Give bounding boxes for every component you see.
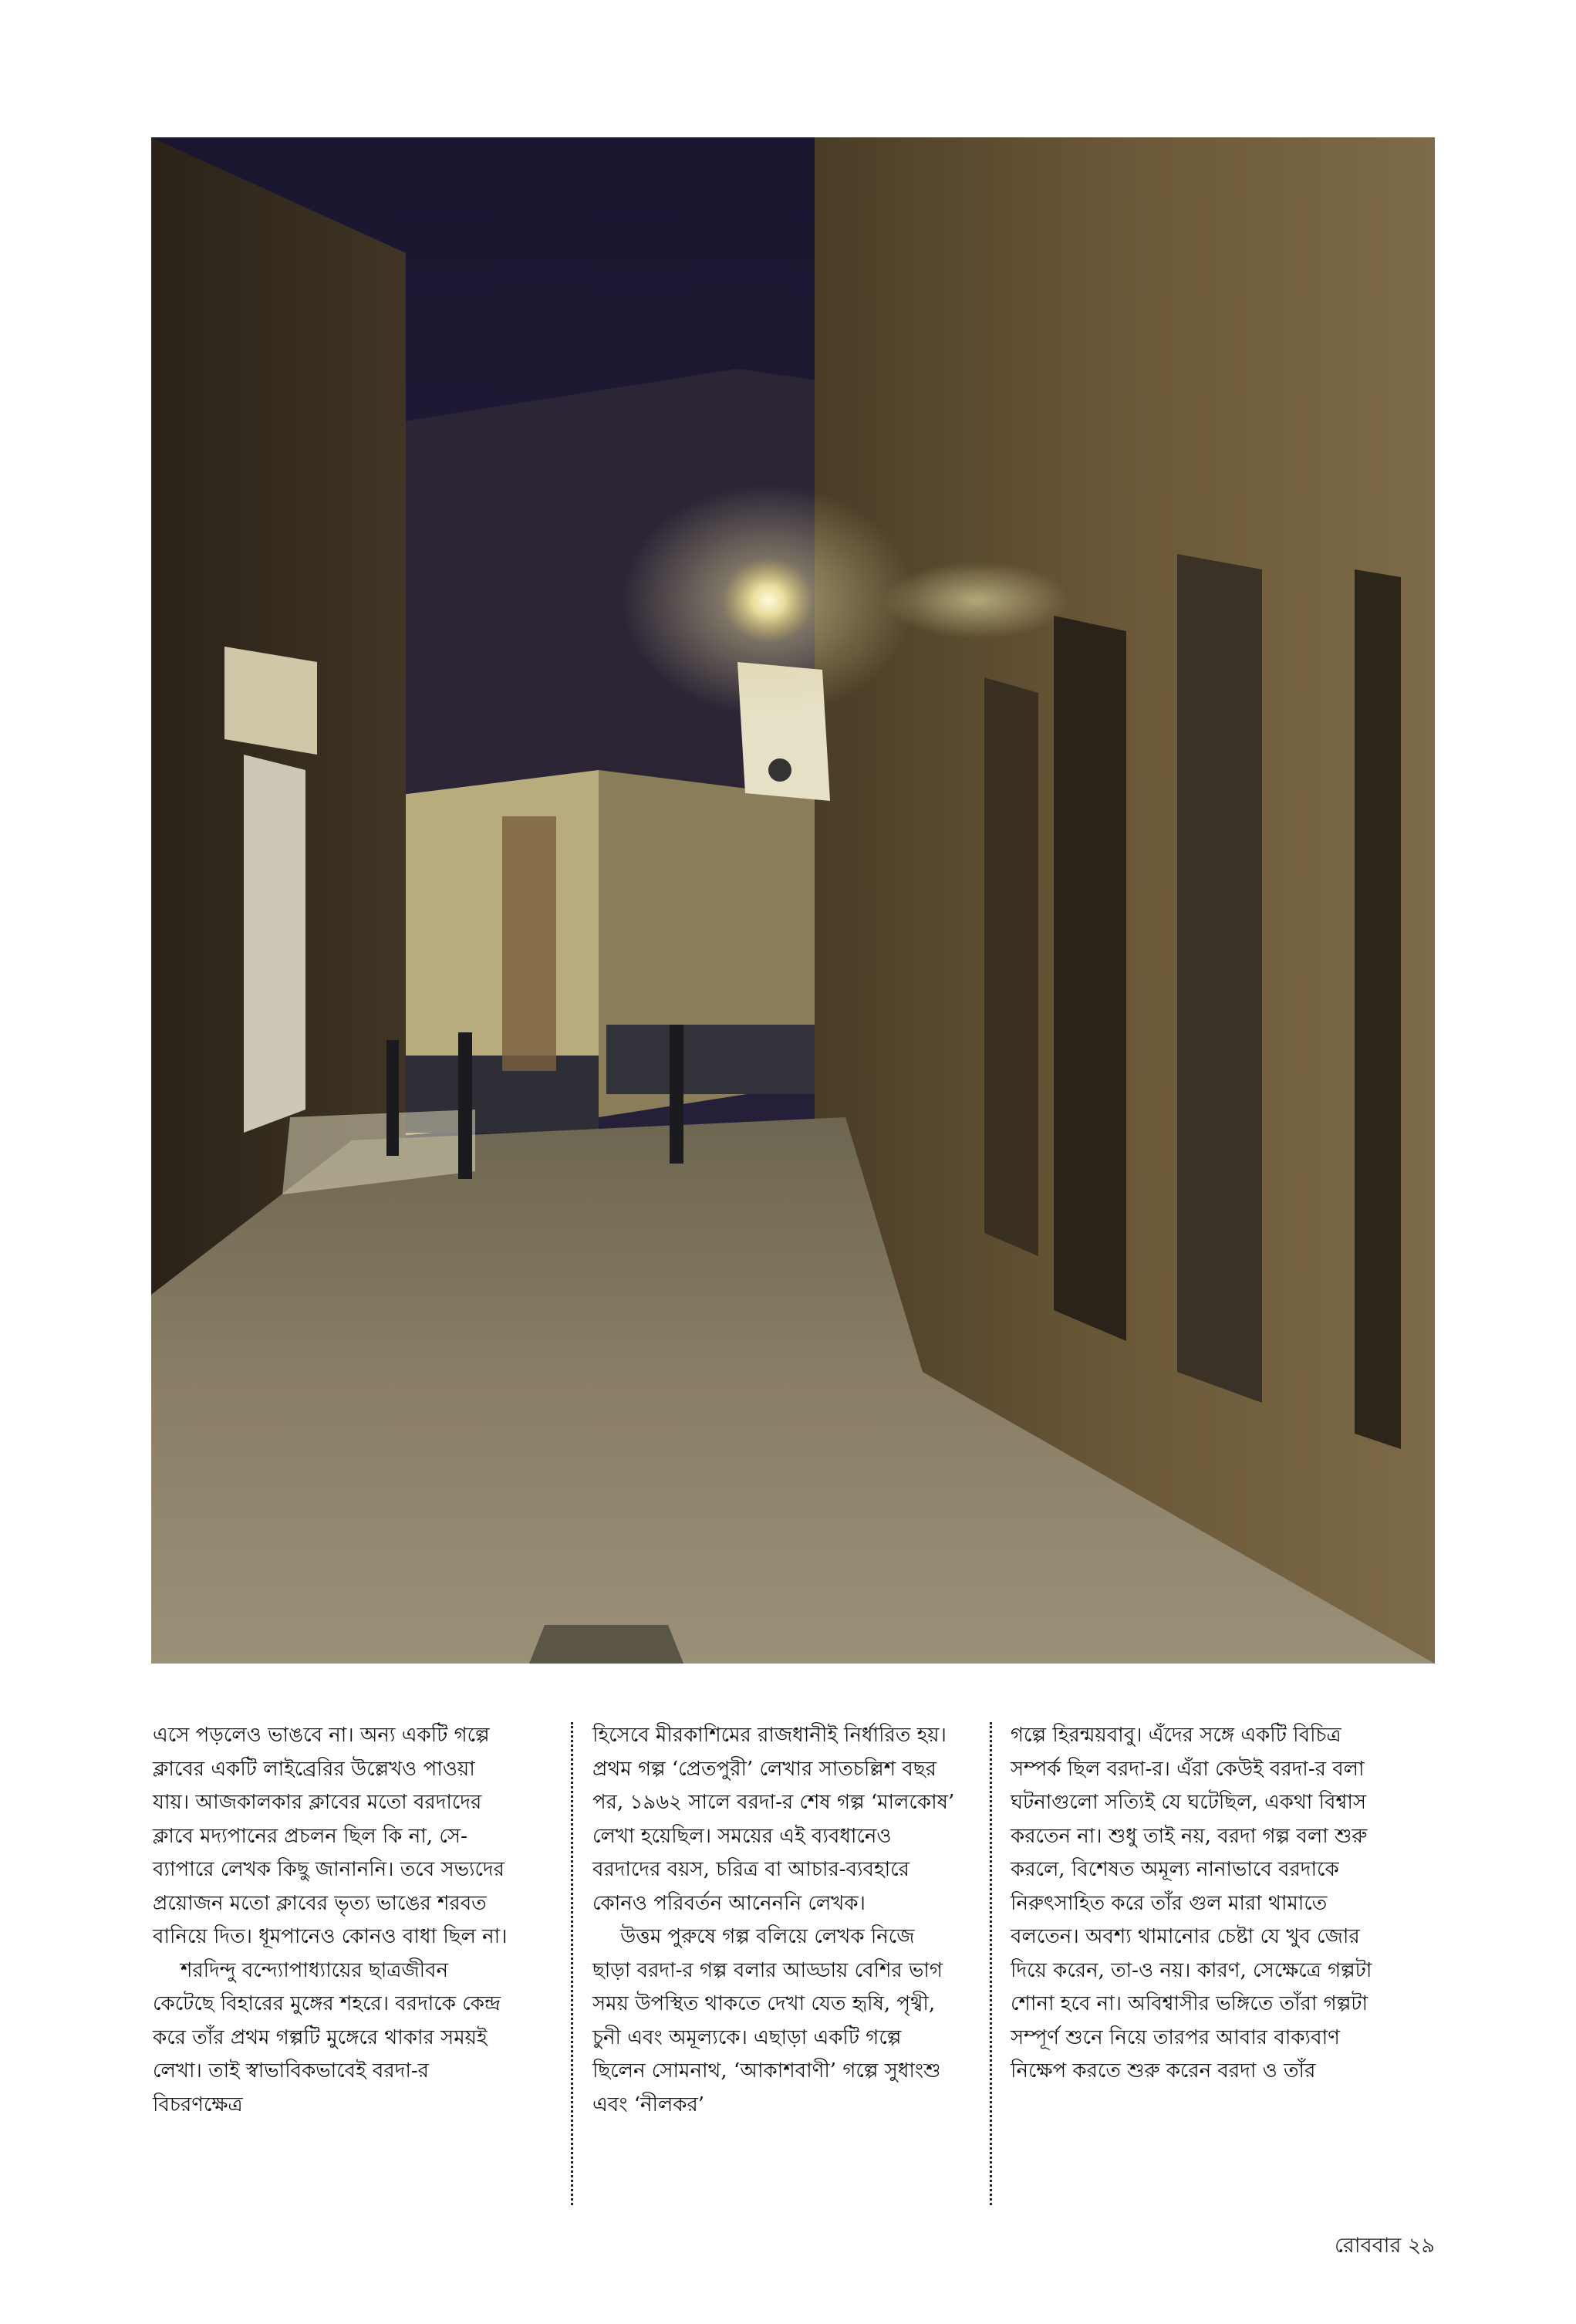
paragraph: এসে পড়লেও ভাঙবে না। অন্য একটি গল্পে ক্লাবের একটি লাইব্রেরির উল্লেখও পাওয়া যায়। আজকালকার ক্লাবের মতো বরদাদের ক্লাবে মদ্যপানের প্রচলন ছিল কি না, সে-ব্যাপারে লেখক কিছু জানাননি। তবে সভ্যদের প্রয়োজন মতো ক্লাবের ভৃত্য ভাঙের শরবত বানিয়ে দিত। ধূমপানেও কোনও বাধা ছিল না। — [153, 1724, 508, 1948]
page-footer — [1335, 2230, 1435, 2265]
paragraph: শরদিন্দু বন্দ্যোপাধ্যায়ের ছাত্রজীবন কেটেছে বিহারের মুঙ্গের শহরে। বরদাকে কেন্দ্র করে তাঁর প্রথম গল্পটি মুঙ্গেরে থাকার সময়ই লেখা। তাই স্বাভাবিকভাবেই বরদা-র বিচরণক্ষেত্র — [153, 1958, 501, 2116]
paragraph: গল্পে হিরন্ময়বাবু। এঁদের সঙ্গে একটি বিচিত্র সম্পর্ক ছিল বরদা-র। এঁরা কেউই বরদা-র বলা ঘটনাগুলো সত্যিই যে ঘটেছিল, একথা বিশ্বাস করতেন না। শুধু তাই নয়, বরদা গল্প বলা শুরু করলে, বিশেষত অমূল্য নানাভাবে বরদাকে নিরুৎসাহিত করে তাঁর গুল মারা থামাতে বলতেন। অবশ্য থামানোর চেষ্টা যে খুব জোর দিয়ে করেন, তা-ও নয়। কারণ, সেক্ষেত্রে গল্পটা শোনা হবে না। অবিশ্বাসীর ভঙ্গিতে তাঁরা গল্পটা সম্পূর্ণ শুনে নিয়ে তারপর আবার বাক্যবাণ নিক্ষেপ করতে শুরু করেন বরদা ও তাঁর — [1011, 1724, 1372, 2082]
alley-illustration — [151, 137, 1435, 1664]
page-number: ২৯ — [1407, 2234, 1435, 2258]
night-alley-photo — [151, 137, 1435, 1664]
column-divider — [571, 1722, 573, 2205]
text-column-1 — [153, 1719, 515, 2122]
text-column-3 — [1011, 1719, 1373, 2089]
text-column-2 — [592, 1719, 955, 2122]
paragraph: উত্তম পুরুষে গল্প বলিয়ে লেখক নিজে ছাড়া বরদা-র গল্প বলার আড্ডায় বেশির ভাগ সময় উপস্থিত থাকতে দেখা যেত হৃষি, পৃথ্বী, চুনী এবং অমূল্যকে। এছাড়া একটি গল্পে ছিলেন সোমনাথ, ‘আকাশবাণী’ গল্পে সুধাংশু এবং ‘নীলকর’ — [592, 1925, 943, 2116]
publication-name: রোববার — [1334, 2234, 1402, 2258]
paragraph: হিসেবে মীরকাশিমের রাজধানীই নির্ধারিত হয়। প্রথম গল্প ‘প্রেতপুরী’ লেখার সাতচল্লিশ বছর পর, ১৯৬২ সালে বরদা-র শেষ গল্প ‘মালকোষ’ লেখা হয়েছিল। সময়ের এই ব্যবধানেও বরদাদের বয়স, চরিত্র বা আচার-ব্যবহারে কোনও পরিবর্তন আনেননি লেখক। — [592, 1724, 955, 1915]
column-divider — [990, 1722, 992, 2205]
